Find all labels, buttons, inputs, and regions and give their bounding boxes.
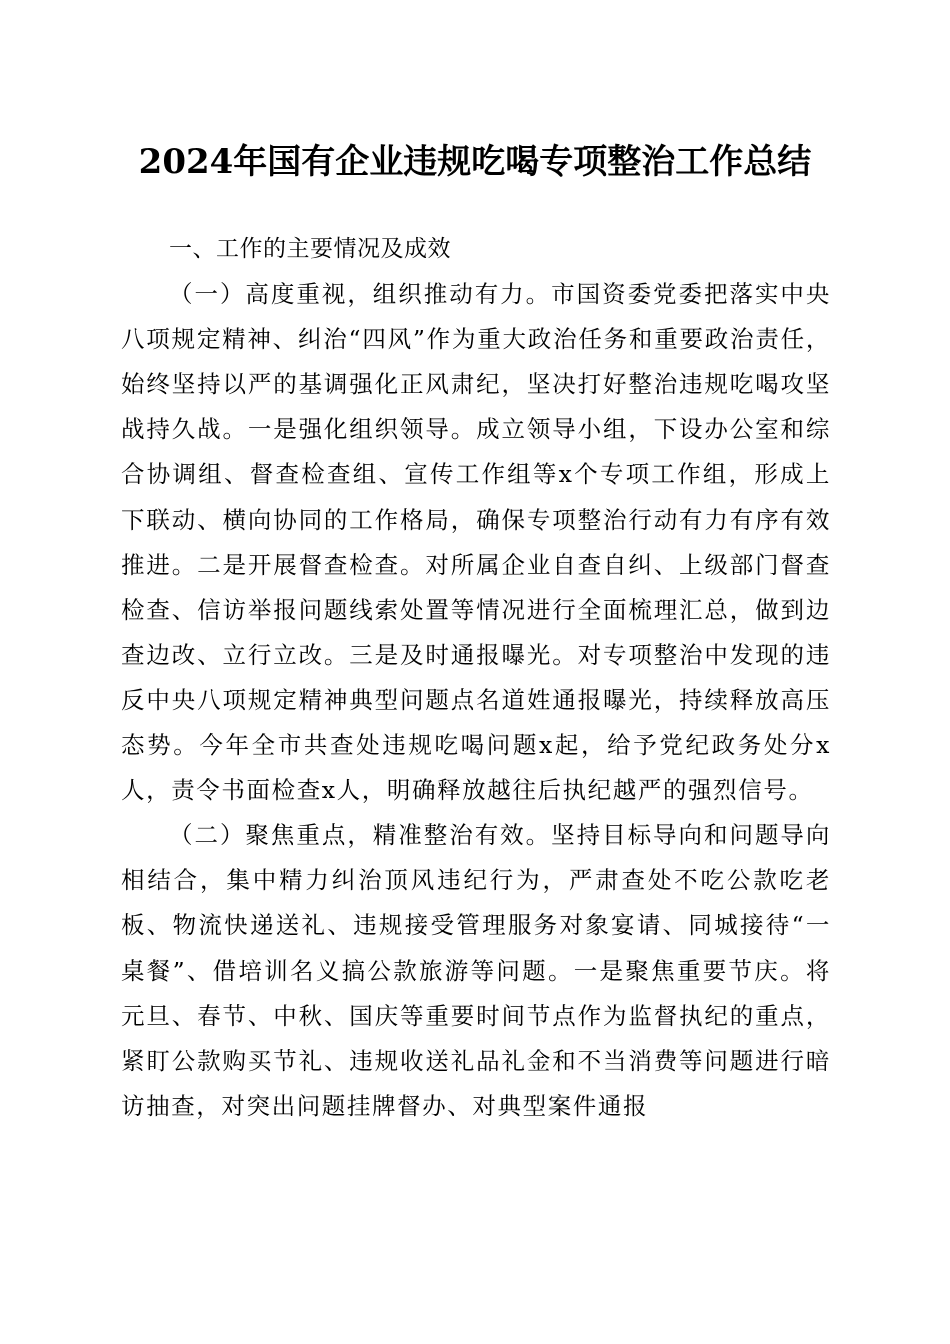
paragraph-1 xyxy=(121,272,831,813)
paragraph-2 xyxy=(121,813,831,1129)
paragraph-2-body: 坚持目标导向和问题导向相结合，集中精力纠治顶风违纪行为，严肃查处不吃公款吃老板、物流快递送礼、违规接受管理服务对象宴请、同城接待“一桌餐”、借培训名义搞公款旅游等问题。一是聚焦重要节庆。将元旦、春节、中秋、国庆等重要时间节点作为监督执纪的重点，紧盯公款购买节礼、违规收送礼品礼金和不当消费等问题进行暗访抽查，对突出问题挂牌督办、对典型案件通报 xyxy=(121,821,831,1120)
paragraph-1-body: 市国资委党委把落实中央八项规定精神、纠治“四风”作为重大政治任务和重要政治责任，始终坚持以严的基调强化正风肃纪，坚决打好整治违规吃喝攻坚战持久战。一是强化组织领导。成立领导小组，下设办公室和综合协调组、督查检查组、宣传工作组等x个专项工作组，形成上下联动、横向协同的工作格局，确保专项整治行动有力有序有效推进。二是开展督查检查。对所属企业自查自纠、上级部门督查检查、信访举报问题线索处置等情况进行全面梳理汇总，做到边查边改、立行立改。三是及时通报曝光。对专项整治中发现的违反中央八项规定精神典型问题点名道姓通报曝光，持续释放高压态势。今年全市共查处违规吃喝问题x起，给予党纪政务处分x人，责令书面检查x人，明确释放越往后执纪越严的强烈信号。 xyxy=(121,280,831,805)
document-title: 2024年国有企业违规吃喝专项整治工作总结 xyxy=(138,142,812,182)
document-body xyxy=(121,227,831,1129)
section-heading: 一、工作的主要情况及成效 xyxy=(169,236,451,262)
paragraph-2-lead: （二）聚焦重点，精准整治有效。 xyxy=(169,821,552,850)
paragraph-1-lead: （一）高度重视，组织推动有力。 xyxy=(169,280,552,309)
